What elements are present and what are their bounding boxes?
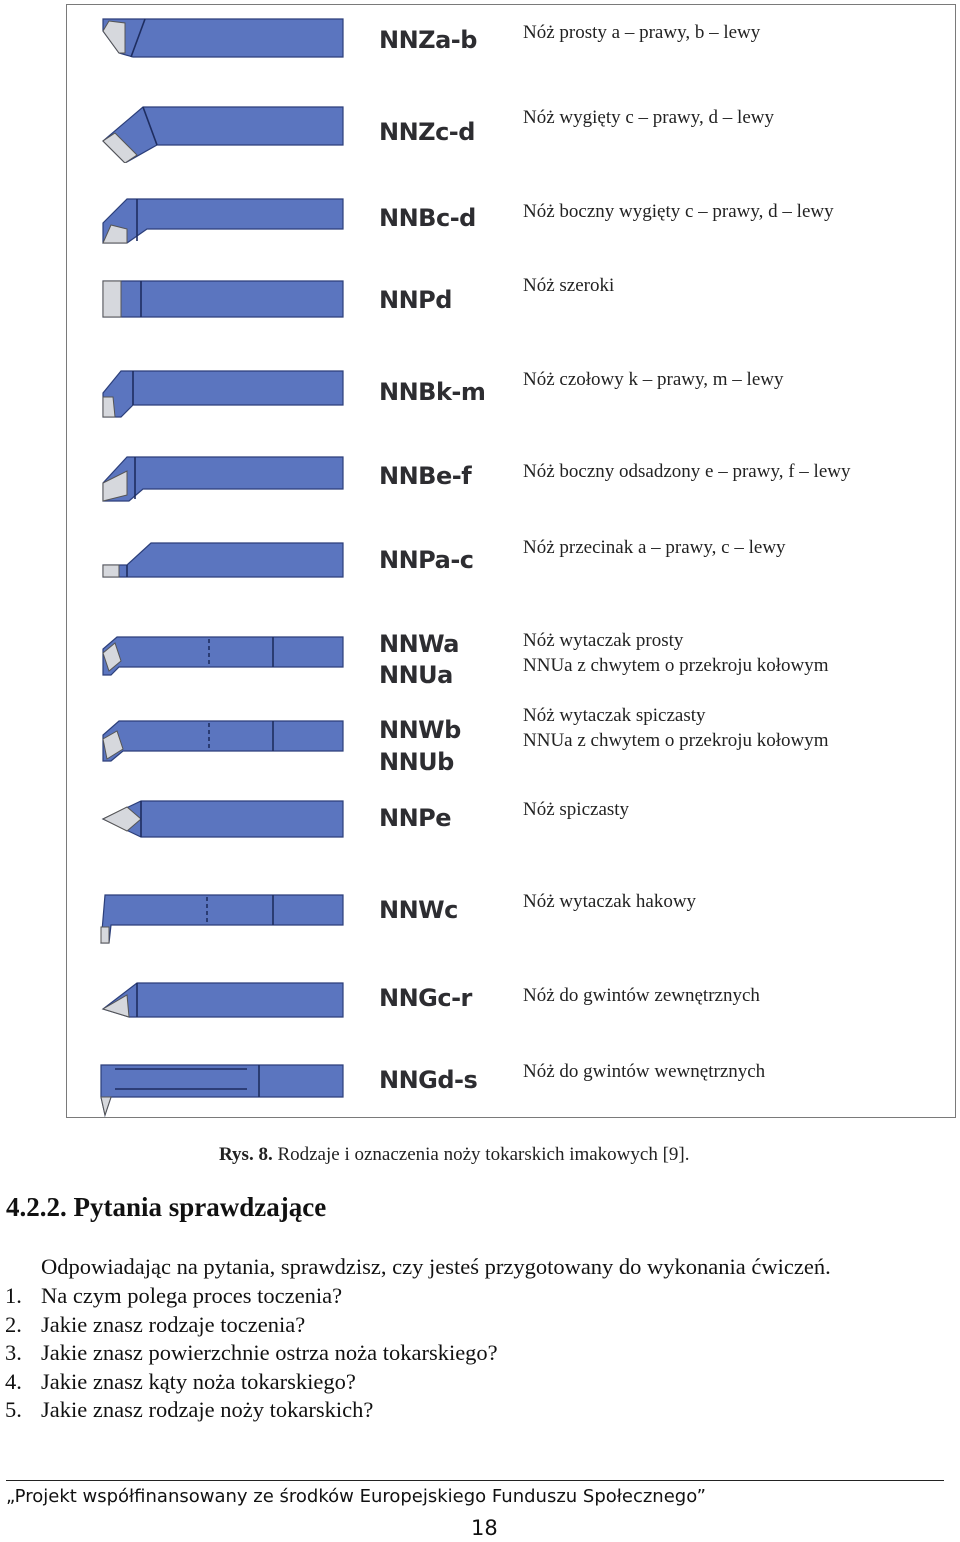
tool-code: NNWc <box>379 896 458 924</box>
question-text: Jakie znasz rodzaje toczenia? <box>41 1311 306 1337</box>
tool-description: Nóż do gwintów wewnętrznych <box>523 1061 766 1082</box>
question-text: Na czym polega proces toczenia? <box>41 1283 343 1308</box>
tool-code-secondary: NNUb <box>379 748 454 776</box>
straight-boring-tool-icon <box>97 625 347 681</box>
tool-description: Nóż boczny wygięty c – prawy, d – lewy <box>523 201 834 222</box>
question-number: 2. <box>5 1311 22 1337</box>
tool-code: NNGd-s <box>379 1066 478 1094</box>
wide-tool-icon <box>97 275 347 319</box>
tool-description: Nóż wytaczak prosty <box>523 630 684 651</box>
question-text: Jakie znasz powierzchnie ostrza noża tokarskiego? <box>41 1340 498 1366</box>
figure-tool-types <box>66 4 956 1118</box>
tool-code: NNWa <box>379 630 459 658</box>
straight-tool-icon <box>97 13 347 65</box>
tool-description: Nóż szeroki <box>523 275 615 296</box>
question-number: 4. <box>5 1368 22 1394</box>
bent-tool-icon <box>97 101 347 163</box>
tool-code: NNPd <box>379 286 452 314</box>
tool-description-secondary: NNUa z chwytem o przekroju kołowym <box>523 730 829 751</box>
pointed-boring-tool-icon <box>97 709 347 765</box>
tool-description: Nóż wygięty c – prawy, d – lewy <box>523 107 774 128</box>
tool-code: NNBk-m <box>379 378 486 406</box>
footer-note: „Projekt współfinansowany ze środków Europejskiego Funduszu Społecznego” <box>6 1486 706 1507</box>
tool-code: NNZa-b <box>379 26 477 54</box>
internal-thread-tool-icon <box>97 1059 347 1119</box>
question-text: Jakie znasz rodzaje noży tokarskich? <box>41 1397 374 1423</box>
caption-text: Rodzaje i oznaczenia noży tokarskich imakowych [9]. <box>277 1144 690 1165</box>
tool-code: NNWb <box>379 716 461 744</box>
tool-description: Nóż przecinak a – prawy, c – lewy <box>523 537 786 558</box>
question-text: Jakie znasz kąty noża tokarskiego? <box>41 1368 356 1394</box>
tool-code: NNPe <box>379 804 452 832</box>
question-number: 1. <box>5 1283 22 1308</box>
footer-divider <box>6 1480 944 1481</box>
tool-description: Nóż do gwintów zewnętrznych <box>523 985 760 1006</box>
facing-tool-icon <box>97 363 347 421</box>
side-bent-tool-icon <box>97 191 347 247</box>
tool-code: NNPa-c <box>379 546 474 574</box>
section-title: 4.2.2. Pytania sprawdzające <box>6 1192 327 1222</box>
tool-code: NNBc-d <box>379 204 476 232</box>
parting-tool-icon <box>97 537 347 581</box>
tool-description: Nóż wytaczak hakowy <box>523 891 697 912</box>
tool-code: NNGc-r <box>379 984 472 1012</box>
offset-side-tool-icon <box>97 451 347 507</box>
tool-code: NNZc-d <box>379 118 475 146</box>
external-thread-tool-icon <box>97 975 347 1025</box>
page-number: 18 <box>471 1516 498 1540</box>
tool-description: Nóż wytaczak spiczasty <box>523 705 706 726</box>
tool-description: Nóż prosty a – prawy, b – lewy <box>523 22 761 43</box>
tool-description: Nóż czołowy k – prawy, m – lewy <box>523 369 784 390</box>
figure-caption <box>219 1144 690 1166</box>
tool-description: Nóż boczny odsadzony e – prawy, f – lewy <box>523 461 851 482</box>
question-number: 5. <box>5 1397 22 1423</box>
tool-code-secondary: NNUa <box>379 661 453 689</box>
tool-description-secondary: NNUa z chwytem o przekroju kołowym <box>523 655 829 676</box>
hook-boring-tool-icon <box>97 881 347 947</box>
caption-label: Rys. 8. <box>219 1144 273 1165</box>
question-number: 3. <box>5 1340 22 1366</box>
intro-paragraph: Odpowiadając na pytania, sprawdzisz, czy jesteś przygotowany do wykonania ćwiczeń. <box>41 1254 831 1279</box>
tool-code: NNBe-f <box>379 462 472 490</box>
tool-description: Nóż spiczasty <box>523 799 630 820</box>
pointed-tool-icon <box>97 795 347 841</box>
